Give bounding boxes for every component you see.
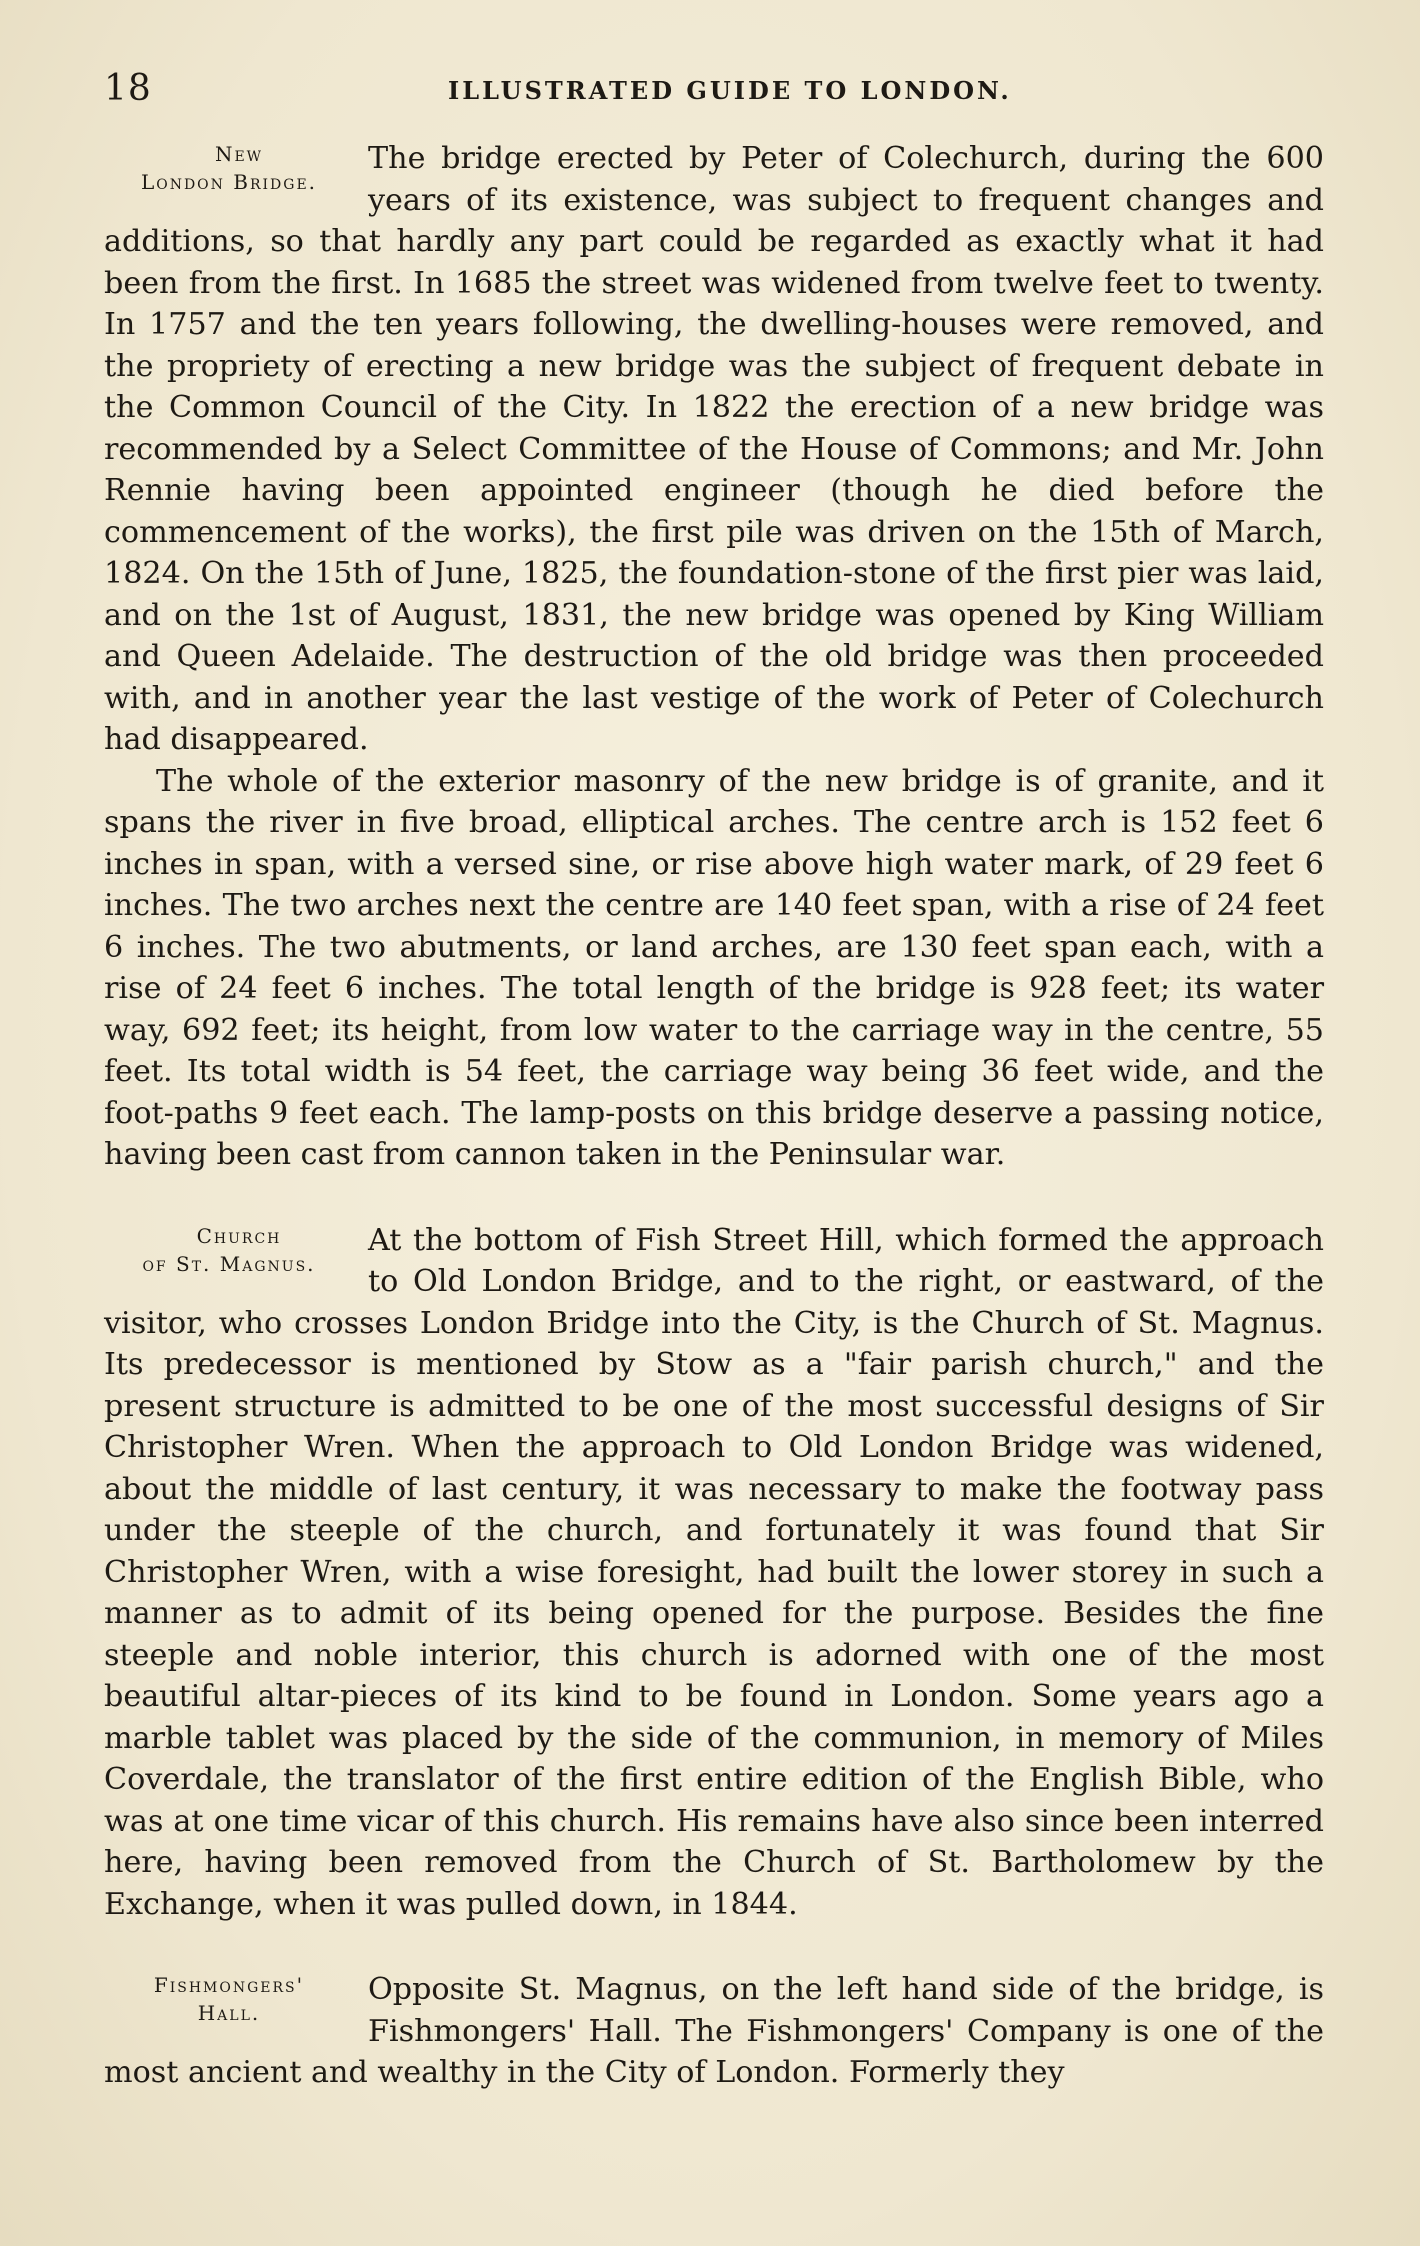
sidenote-line: London Bridge.	[140, 170, 318, 194]
paragraph: The bridge erected by Peter of Colechurch, during the 600 years of its existence, was subject to frequent changes and additions, so that hardly any part could be regarded as exactly what it had been from the first. In 1685 the street was widened from twelve feet to twenty. In 1757 and the ten years following, the dwelling-houses were removed, and the propriety of erecting a new bridge was the subject of frequent debate in the Common Council of the City. In 1822 the erection of a new bridge was recommended by a Select Committee of the House of Commons; and Mr. John Rennie having been appointed engineer (though he died before the commencement of the works), the first pile was driven on the 15th of March, 1824. On the 15th of June, 1825, the foundation-stone of the first pier was laid, and on the 1st of August, 1831, the new bridge was opened by King William and Queen Adelaide. The destruction of the old bridge was then proceeded with, and in another year the last vestige of the work of Peter of Colechurch had disappeared.	[104, 141, 1324, 757]
sidenote-line: Church	[196, 1223, 282, 1248]
sidenote-new-london-bridge	[104, 138, 354, 218]
paragraph: Opposite St. Magnus, on the left hand side of the bridge, is Fishmongers' Hall. The Fishmongers' Company is one of the most ancient and wealthy in the City of London. Formerly they	[104, 1972, 1324, 2090]
section-church-of-st-magnus	[104, 1220, 1324, 1926]
sidenote-fishmongers-hall	[104, 1969, 354, 2049]
sidenote-line: Hall.	[197, 2001, 261, 2025]
paragraph: At the bottom of Fish Street Hill, which formed the approach to Old London Bridge, and to the right, or eastward, of the visitor, who crosses London Bridge into the City, is the Church of St. Magnus. Its predecessor is mentioned by Stow as a "fair parish church," and the present structure is admitted to be one of the most successful designs of Sir Christopher Wren. When the approach to Old London Bridge was widened, about the middle of last century, it was necessary to make the footway pass under the steeple of the church, and fortunately it was found that Sir Christopher Wren, with a wise foresight, had built the lower storey in such a manner as to admit of its being opened for the purpose. Besides the fine steeple and noble interior, this church is adorned with one of the most beautiful altar-pieces of its kind to be found in London. Some years ago a marble tablet was placed by the side of the communion, in memory of Miles Coverdale, the translator of the first entire edition of the English Bible, who was at one time vicar of this church. His remains have also since been interred here, having been removed from the Church of St. Bartholomew by the Exchange, when it was pulled down, in 1844.	[104, 1222, 1324, 1922]
sidenote-line: Fishmongers'	[153, 1973, 305, 1997]
page-number: 18	[104, 68, 152, 109]
sidenote-church-of-st-magnus	[104, 1220, 354, 1300]
page-body	[104, 138, 1324, 2094]
section-new-london-bridge	[104, 138, 1324, 1176]
page-header	[100, 62, 1320, 112]
paragraph: The whole of the exterior masonry of the new bridge is of granite, and it spans the river in five broad, elliptical arches. The centre arch is 152 feet 6 inches in span, with a versed sine, or rise above high water mark, of 29 feet 6 inches. The two arches next the centre are 140 feet span, with a rise of 24 feet 6 inches. The two abutments, or land arches, are 130 feet span each, with a rise of 24 feet 6 inches. The total length of the bridge is 928 feet; its water way, 692 feet; its height, from low water to the carriage way in the centre, 55 feet. Its total width is 54 feet, the carriage way being 36 feet wide, and the foot-paths 9 feet each. The lamp-posts on this bridge deserve a passing notice, having been cast from cannon taken in the Peninsular war.	[104, 763, 1324, 1172]
running-title: ILLUSTRATED GUIDE TO LONDON.	[448, 76, 1012, 105]
section-fishmongers-hall	[104, 1969, 1324, 2094]
sidenote-line: of St. Magnus.	[142, 1251, 316, 1276]
sidenote-line: New	[214, 142, 264, 166]
